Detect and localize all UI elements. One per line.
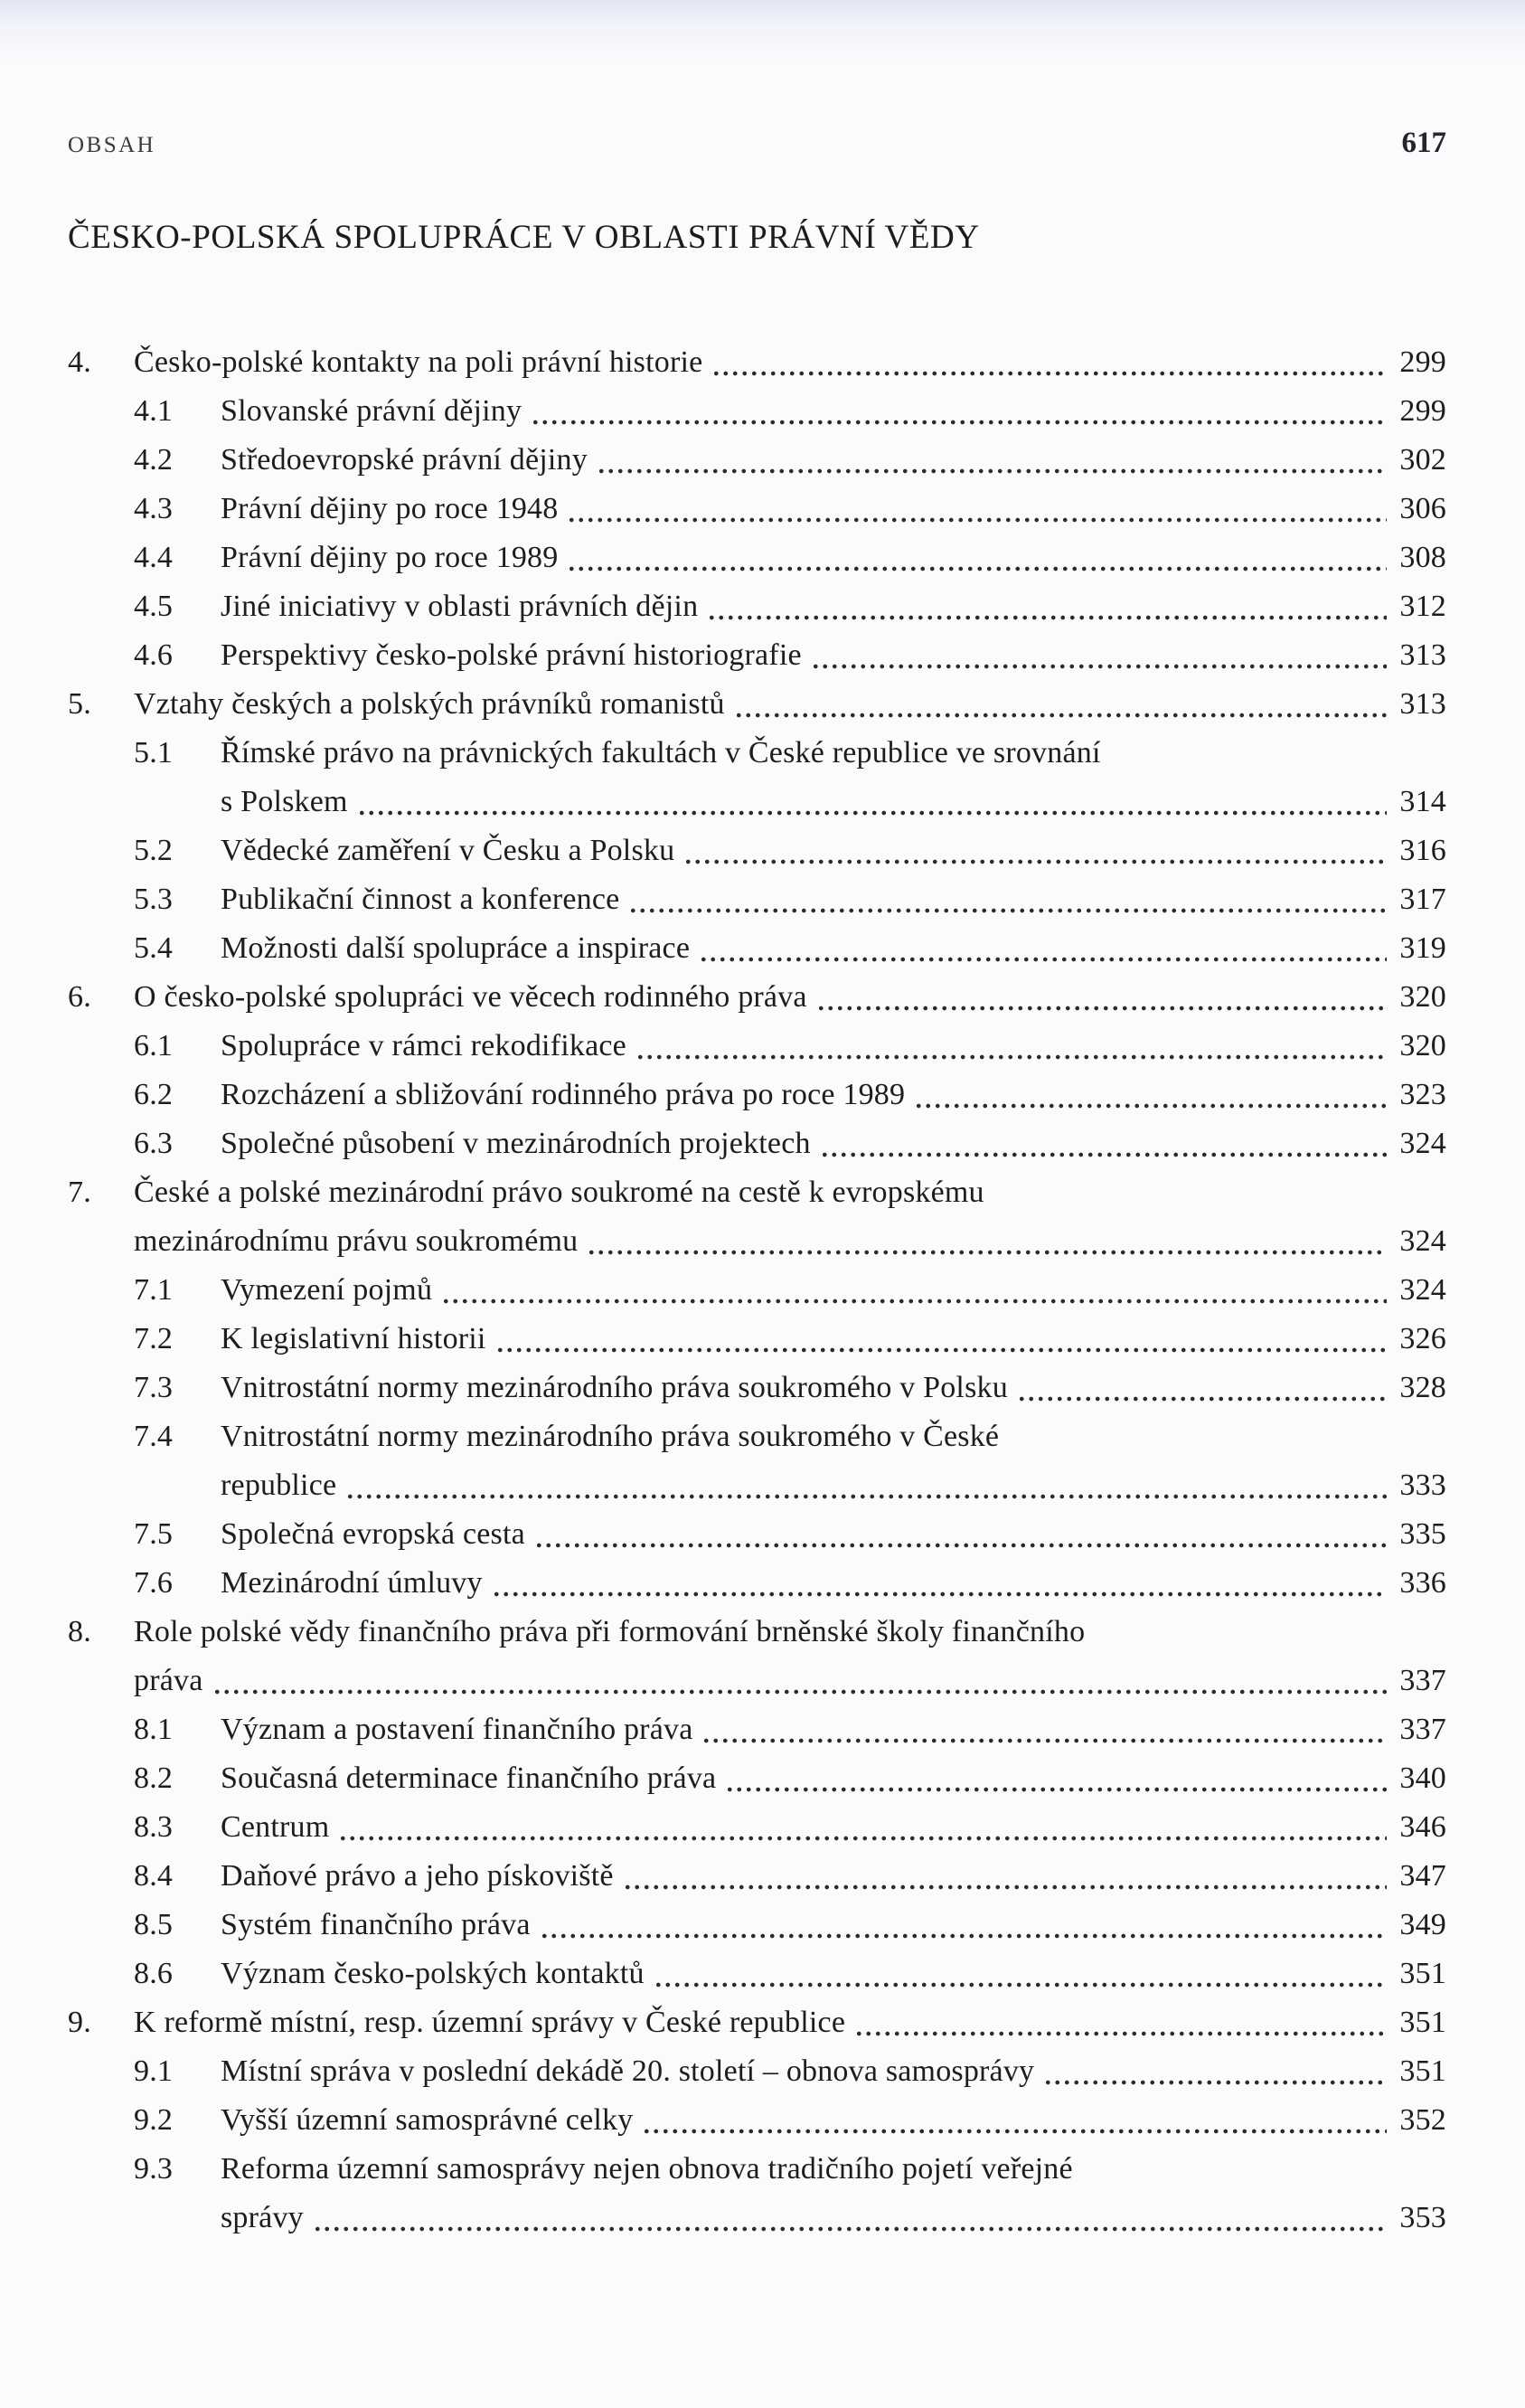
toc-entry [68,338,1446,387]
entry-number: 5.4 [134,931,174,965]
toc-entry-wrap-line [68,1657,1446,1705]
entry-page: 347 [1399,1859,1446,1893]
entry-text: Vědecké zaměření v Česku a Polsku [221,834,675,867]
toc-entry [68,1754,1446,1803]
entry-number: 5.3 [134,883,174,916]
entry-number: 7.6 [134,1566,174,1600]
entry-text: Rozcházení a sbližování rodinného práva po roce 1989 [221,1078,906,1111]
toc-entry [68,1608,1446,1657]
entry-page: 337 [1399,1664,1446,1697]
entry-leader [357,778,1388,826]
entry-number: 7. [68,1176,91,1209]
entry-leader [1043,2047,1387,2096]
entry-page: 299 [1399,394,1446,428]
entry-text-continued: práva [134,1664,203,1697]
toc-entry [68,875,1446,924]
entry-page: 328 [1399,1371,1446,1404]
toc-entry-wrap-line [68,778,1446,826]
entry-text: Význam a postavení finančního práva [221,1713,693,1746]
page-number: 617 [1401,127,1446,159]
entry-leader [597,436,1387,485]
toc-entry [68,631,1446,680]
entry-text: Vyšší územní samosprávné celky [221,2103,634,2137]
entry-page: 312 [1399,590,1446,623]
entry-text-continued: republice [221,1468,337,1502]
entry-number: 6.2 [134,1078,174,1111]
toc-entry [68,436,1446,485]
entry-text: Středoevropské právní dějiny [221,443,588,477]
entry-text: Spolupráce v rámci rekodifikace [221,1029,626,1062]
entry-page: 337 [1399,1713,1446,1746]
entry-page: 320 [1399,980,1446,1014]
entry-leader [534,1510,1387,1559]
toc-entry [68,1901,1446,1950]
running-header [68,127,1446,160]
entry-number: 8. [68,1615,91,1648]
entry-spacer [999,1412,1446,1461]
entry-text: Možnosti další spolupráce a inspirace [221,931,691,965]
toc-entry [68,680,1446,729]
toc-entry [68,1998,1446,2047]
entry-page: 352 [1399,2103,1446,2137]
entry-page: 320 [1399,1029,1446,1062]
entry-leader [734,680,1388,729]
entry-number: 7.4 [134,1420,174,1453]
entry-text: Slovanské právní dějiny [221,394,522,428]
entry-leader [711,338,1387,387]
toc-entry [68,973,1446,1022]
entry-leader [345,1461,1387,1510]
entry-text: O česko-polské spolupráci ve věcech rodinného práva [134,980,807,1014]
entry-spacer [984,1168,1446,1217]
entry-page: 346 [1399,1810,1446,1844]
entry-leader [313,2194,1388,2243]
entry-leader [495,1315,1388,1364]
entry-text: Daňové právo a jeho pískoviště [221,1859,614,1893]
toc-entry-wrap-line [68,1461,1446,1510]
entry-number: 7.2 [134,1322,174,1355]
entry-leader [654,1950,1388,1998]
entry-leader [540,1901,1388,1950]
entry-page: 306 [1399,492,1446,525]
entry-number: 4.6 [134,638,174,672]
entry-number: 5. [68,687,91,721]
toc-entry [68,534,1446,582]
entry-leader [725,1754,1387,1803]
entry-text: K reformě místní, resp. územní správy v České republice [134,2006,846,2039]
toc-entry [68,485,1446,534]
entry-number: 8.3 [134,1810,174,1844]
entry-leader [492,1559,1388,1608]
section-title: ČESKO-POLSKÁ SPOLUPRÁCE V OBLASTI PRÁVNÍ VĚDY [68,219,980,256]
entry-number: 8.5 [134,1908,174,1941]
entry-spacer [1073,2145,1446,2194]
entry-number: 6. [68,980,91,1014]
entry-page: 308 [1399,541,1446,574]
entry-page: 313 [1399,638,1446,672]
entry-leader [699,924,1387,973]
toc-entry [68,729,1446,778]
toc-entry [68,1022,1446,1071]
entry-leader [820,1119,1388,1168]
entry-page: 351 [1399,1957,1446,1990]
toc-entry [68,2047,1446,2096]
entry-leader [567,485,1387,534]
entry-page: 351 [1399,2054,1446,2088]
toc-entry [68,1852,1446,1901]
entry-text: Společná evropská cesta [221,1517,525,1551]
entry-page: 324 [1399,1127,1446,1160]
entry-page: 316 [1399,834,1446,867]
entry-page: 324 [1399,1224,1446,1258]
toc-entry [68,924,1446,973]
entry-text: Vnitrostátní normy mezinárodního práva soukromého v Polsku [221,1371,1008,1404]
toc-entry [68,1510,1446,1559]
entry-leader [212,1657,1388,1705]
toc-entry-wrap-line [68,1217,1446,1266]
entry-text: K legislativní historii [221,1322,486,1355]
entry-text: Perspektivy česko-polské právní historiografie [221,638,802,672]
entry-text: Česko-polské kontakty na poli právní historie [134,345,703,379]
toc-entry [68,1950,1446,1998]
toc-entry [68,1315,1446,1364]
toc-entry [68,582,1446,631]
entry-text: České a polské mezinárodní právo soukromé na cestě k evropskému [134,1176,984,1209]
entry-number: 8.6 [134,1957,174,1990]
toc-entry [68,1705,1446,1754]
entry-leader [441,1266,1387,1315]
entry-text: Vnitrostátní normy mezinárodního práva soukromého v České [221,1420,1000,1453]
entry-text: Místní správa v poslední dekádě 20. století – obnova samosprávy [221,2054,1035,2088]
entry-text-continued: mezinárodnímu právu soukromému [134,1224,579,1258]
entry-text: Systém finančního práva [221,1908,531,1941]
toc-entry [68,1412,1446,1461]
toc-entry [68,1071,1446,1119]
entry-spacer [1101,729,1446,778]
entry-text: Římské právo na právnických fakultách v České republice ve srovnání [221,736,1101,770]
entry-text: Právní dějiny po roce 1989 [221,541,559,574]
entry-page: 299 [1399,345,1446,379]
entry-text: Publikační činnost a konference [221,883,620,916]
entry-number: 8.1 [134,1713,174,1746]
entry-leader [531,387,1387,436]
entry-number: 4.2 [134,443,174,477]
entry-text: Mezinárodní úmluvy [221,1566,483,1600]
entry-page: 351 [1399,2006,1446,2039]
toc-entry [68,387,1446,436]
entry-text-continued: správy [221,2201,304,2234]
toc-entry [68,1168,1446,1217]
entry-leader [567,534,1387,582]
entry-number: 4.1 [134,394,174,428]
entry-text: Vymezení pojmů [221,1273,433,1307]
entry-leader [683,826,1387,875]
entry-page: 314 [1399,785,1446,818]
entry-leader [854,1998,1387,2047]
entry-leader [623,1852,1388,1901]
entry-page: 313 [1399,687,1446,721]
entry-leader [338,1803,1387,1852]
entry-number: 7.5 [134,1517,174,1551]
entry-number: 4. [68,345,91,379]
entry-number: 8.2 [134,1761,174,1795]
entry-page: 353 [1399,2201,1446,2234]
entry-text: Reforma územní samosprávy nejen obnova tradičního pojetí veřejné [221,2152,1073,2186]
entry-number: 4.3 [134,492,174,525]
entry-page: 319 [1399,931,1446,965]
entry-leader [914,1071,1387,1119]
entry-number: 5.2 [134,834,174,867]
entry-leader [707,582,1387,631]
toc-entry [68,1364,1446,1412]
entry-number: 4.4 [134,541,174,574]
entry-page: 335 [1399,1517,1446,1551]
entry-leader [1017,1364,1387,1412]
entry-number: 4.5 [134,590,174,623]
entry-number: 5.1 [134,736,174,770]
entry-number: 6.3 [134,1127,174,1160]
entry-number: 8.4 [134,1859,174,1893]
entry-text: Společné působení v mezinárodních projektech [221,1127,811,1160]
entry-text: Právní dějiny po roce 1948 [221,492,559,525]
entry-number: 9.1 [134,2054,174,2088]
entry-leader [816,973,1388,1022]
entry-page: 323 [1399,1078,1446,1111]
entry-page: 336 [1399,1566,1446,1600]
toc-entry [68,1559,1446,1608]
entry-number: 7.3 [134,1371,174,1404]
toc-entry [68,1803,1446,1852]
running-title: OBSAH [68,133,156,157]
entry-leader [587,1217,1387,1266]
entry-spacer [1085,1608,1446,1657]
entry-page: 349 [1399,1908,1446,1941]
entry-number: 9.3 [134,2152,174,2186]
entry-leader [811,631,1388,680]
entry-page: 326 [1399,1322,1446,1355]
entry-number: 6.1 [134,1029,174,1062]
entry-text-continued: s Polskem [221,785,348,818]
entry-page: 333 [1399,1468,1446,1502]
entry-text: Role polské vědy finančního práva při formování brněnské školy finančního [134,1615,1086,1648]
entry-leader [642,2096,1387,2145]
entry-text: Význam česko-polských kontaktů [221,1957,645,1990]
entry-page: 340 [1399,1761,1446,1795]
entry-number: 9.2 [134,2103,174,2137]
toc [68,338,1446,2243]
entry-number: 9. [68,2006,91,2039]
entry-page: 324 [1399,1273,1446,1307]
entry-number: 7.1 [134,1273,174,1307]
entry-text: Současná determinace finančního práva [221,1761,717,1795]
entry-text: Vztahy českých a polských právníků romanistů [134,687,725,721]
entry-leader [635,1022,1387,1071]
entry-leader [628,875,1387,924]
toc-entry [68,2145,1446,2194]
toc-entry-wrap-line [68,2194,1446,2243]
toc-entry [68,1266,1446,1315]
entry-page: 317 [1399,883,1446,916]
entry-leader [701,1705,1387,1754]
entry-page: 302 [1399,443,1446,477]
entry-text: Centrum [221,1810,330,1844]
toc-entry [68,1119,1446,1168]
toc-entry [68,2096,1446,2145]
toc-entry [68,826,1446,875]
entry-text: Jiné iniciativy v oblasti právních dějin [221,590,699,623]
